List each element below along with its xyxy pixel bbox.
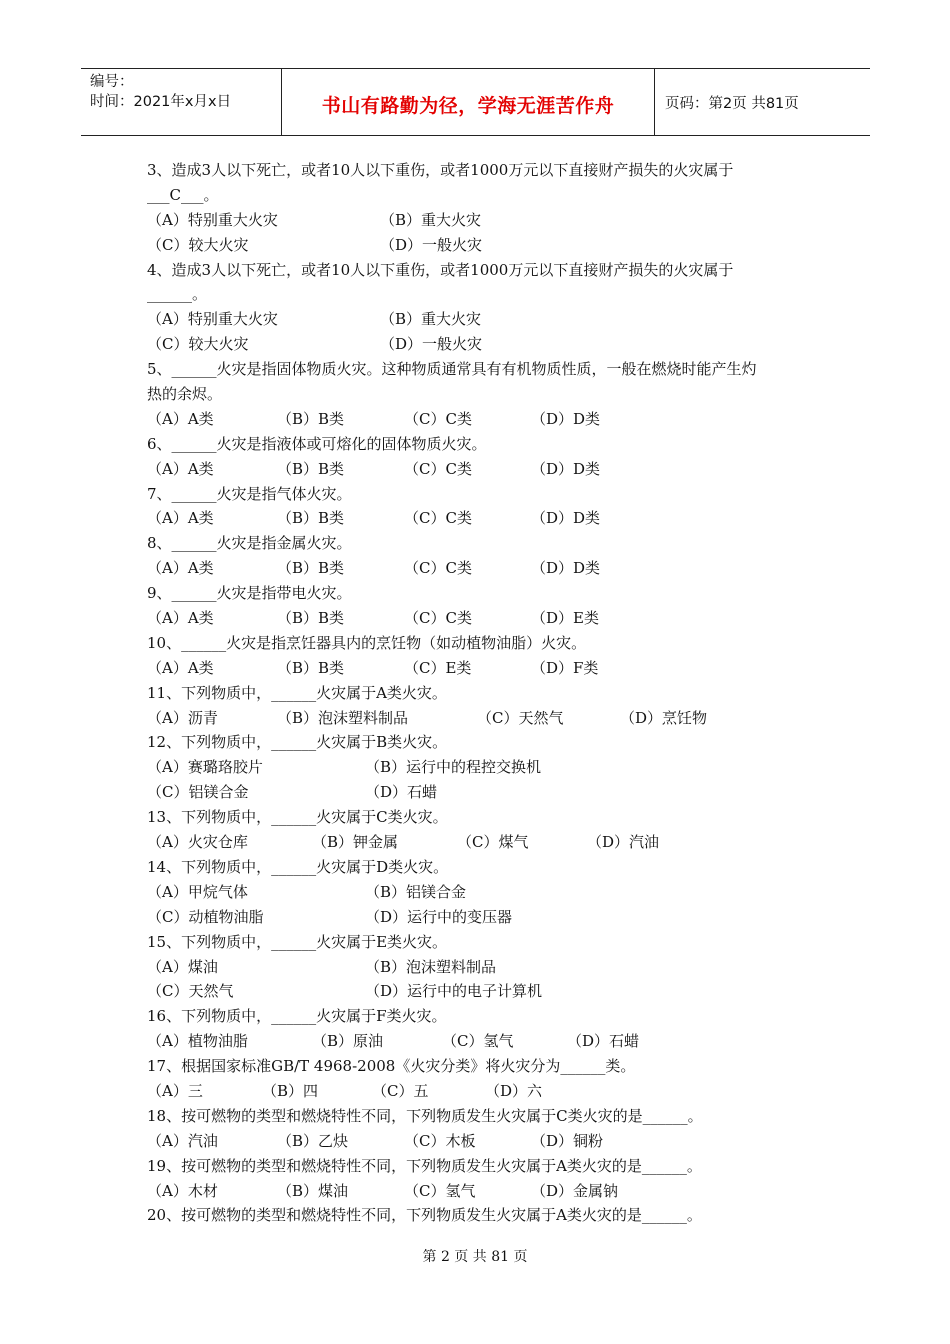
answer-option[interactable]: （A）三 [147, 1081, 203, 1100]
answer-option[interactable]: （B）泡沫塑料制品 [277, 708, 409, 727]
answer-option[interactable]: （A）A类 [147, 459, 214, 478]
question-text: 17、根据国家标准GB/T 4968-2008《火灾分类》将火灾分为______类。 [147, 1057, 636, 1076]
answer-option[interactable]: （A）A类 [147, 609, 214, 628]
answer-option[interactable]: （D）六 [485, 1081, 543, 1100]
answer-option[interactable]: （C）C类 [404, 609, 472, 628]
answer-option[interactable]: （D）烹饪物 [620, 708, 708, 727]
question-text: ___C___。 [147, 185, 219, 204]
question-text: 8、______火灾是指金属火灾。 [147, 534, 352, 553]
option-row [147, 880, 827, 905]
option-row [147, 830, 827, 855]
question-text: 11、下列物质中，______火灾属于A类火灾。 [147, 683, 447, 702]
answer-option[interactable]: （C）天然气 [477, 708, 564, 727]
answer-option[interactable]: （B）B类 [277, 559, 345, 578]
code-label: 编号： [90, 74, 134, 90]
question-text: ______。 [147, 285, 208, 304]
answer-option[interactable]: （D）E类 [531, 609, 599, 628]
answer-option[interactable]: （C）氢气 [442, 1032, 514, 1051]
answer-option[interactable]: （C）铝镁合金 [147, 783, 249, 802]
question-text: 16、下列物质中，______火灾属于F类火灾。 [147, 1007, 447, 1026]
option-row [147, 407, 827, 432]
option-row [147, 1129, 827, 1154]
question-text: 6、______火灾是指液体或可熔化的固体物质火灾。 [147, 434, 487, 453]
answer-option[interactable]: （C）C类 [404, 559, 472, 578]
question-text: 12、下列物质中，______火灾属于B类火灾。 [147, 733, 448, 752]
answer-option[interactable]: （B）四 [262, 1081, 319, 1100]
option-row [147, 556, 827, 581]
question-text: 3、造成3人以下死亡，或者10人以下重伤，或者1000万元以下直接财产损失的火灾属于 [147, 161, 734, 179]
header-page-info: 页码：第2页 共81页 [665, 95, 799, 112]
page-footer: 第 2 页 共 81 页 [422, 1249, 528, 1265]
question-text: 18、按可燃物的类型和燃烧特性不同，下列物质发生火灾属于C类火灾的是______。 [147, 1106, 703, 1125]
answer-option[interactable]: （C）动植物油脂 [147, 907, 264, 926]
answer-option[interactable]: （D）F类 [531, 658, 599, 677]
question-text: 4、造成3人以下死亡，或者10人以下重伤，或者1000万元以下直接财产损失的火灾属于 [147, 260, 734, 279]
answer-option[interactable]: （B）煤油 [277, 1181, 349, 1200]
option-row [147, 656, 827, 681]
answer-option[interactable]: （B）B类 [277, 609, 345, 628]
question-text: 5、______火灾是指固体物质火灾。这种物质通常具有有机物质性质，一般在燃烧时能产生灼 [147, 360, 757, 379]
answer-option[interactable]: （C）木板 [404, 1131, 476, 1150]
answer-option[interactable]: （C）E类 [404, 658, 472, 677]
option-row [147, 208, 827, 233]
answer-option[interactable]: （D）D类 [531, 559, 601, 578]
answer-option[interactable]: （A）甲烷气体 [147, 882, 248, 901]
question-text: 热的余烬。 [147, 385, 223, 404]
answer-option[interactable]: （A）特别重大火灾 [147, 210, 278, 229]
option-row [147, 1079, 827, 1104]
answer-option[interactable]: （B）钾金属 [312, 833, 399, 852]
answer-option[interactable]: （A）沥青 [147, 708, 218, 727]
answer-option[interactable]: （B）原油 [312, 1032, 384, 1051]
answer-option[interactable]: （D）D类 [531, 409, 601, 428]
answer-option[interactable]: （B）铝镁合金 [365, 882, 467, 901]
option-row [147, 307, 827, 332]
option-row [147, 955, 827, 980]
question-text: 9、______火灾是指带电火灾。 [147, 584, 352, 603]
answer-option[interactable]: （D）石蜡 [567, 1032, 640, 1051]
answer-option[interactable]: （A）煤油 [147, 957, 218, 976]
answer-option[interactable]: （D）汽油 [587, 833, 660, 852]
answer-option[interactable]: （D）一般火灾 [380, 235, 483, 254]
option-row [147, 706, 827, 731]
option-row [147, 332, 827, 357]
answer-option[interactable]: （C）五 [372, 1081, 429, 1100]
header-motto: 书山有路勤为径，学海无涯苦作舟 [282, 69, 655, 135]
answer-option[interactable]: （B）泡沫塑料制品 [365, 957, 497, 976]
page-header [81, 68, 870, 136]
answer-option[interactable]: （C）C类 [404, 459, 472, 478]
question-text: 20、按可燃物的类型和燃烧特性不同，下列物质发生火灾属于A类火灾的是______。 [147, 1206, 702, 1225]
answer-option[interactable]: （A）火灾仓库 [147, 833, 248, 852]
option-row [147, 979, 827, 1004]
option-row [147, 606, 827, 631]
answer-option[interactable]: （A）植物油脂 [147, 1032, 248, 1051]
answer-option[interactable]: （D）运行中的变压器 [365, 907, 513, 926]
answer-option[interactable]: （A）汽油 [147, 1131, 218, 1150]
answer-option[interactable]: （C）煤气 [457, 833, 529, 852]
answer-option[interactable]: （A）赛璐珞胶片 [147, 758, 263, 777]
answer-option[interactable]: （D）石蜡 [365, 783, 438, 802]
question-list [147, 158, 827, 1228]
question-text: 15、下列物质中，______火灾属于E类火灾。 [147, 932, 448, 951]
option-row [147, 233, 827, 258]
header-meta [81, 69, 282, 135]
option-row [147, 457, 827, 482]
answer-option[interactable]: （D）金属钠 [531, 1181, 619, 1200]
answer-option[interactable]: （B）B类 [277, 409, 345, 428]
answer-option[interactable]: （D）D类 [531, 459, 601, 478]
date-label: 时间：2021年x月x日 [90, 94, 232, 110]
answer-option[interactable]: （C）较大火灾 [147, 335, 249, 354]
answer-option[interactable]: （A）A类 [147, 409, 214, 428]
option-row [147, 1179, 827, 1204]
answer-option[interactable]: （B）B类 [277, 509, 345, 528]
answer-option[interactable]: （A）A类 [147, 559, 214, 578]
answer-option[interactable]: （D）铜粉 [531, 1131, 604, 1150]
answer-option[interactable]: （C）较大火灾 [147, 235, 249, 254]
option-row [147, 755, 827, 780]
question-text: 10、______火灾是指烹饪器具内的烹饪物（如动植物油脂）火灾。 [147, 633, 587, 652]
answer-option[interactable]: （D）运行中的电子计算机 [365, 982, 543, 1001]
question-text: 13、下列物质中，______火灾属于C类火灾。 [147, 808, 448, 827]
option-row [147, 1029, 827, 1054]
answer-option[interactable]: （B）重大火灾 [380, 310, 482, 329]
option-row [147, 905, 827, 930]
answer-option[interactable]: （B）乙炔 [277, 1131, 349, 1150]
answer-option[interactable]: （A）A类 [147, 509, 214, 528]
answer-option[interactable]: （D）D类 [531, 509, 601, 528]
option-row [147, 780, 827, 805]
answer-option[interactable]: （C）C类 [404, 409, 472, 428]
answer-option[interactable]: （A）特别重大火灾 [147, 310, 278, 329]
answer-option[interactable]: （C）氢气 [404, 1181, 476, 1200]
answer-option[interactable]: （B）重大火灾 [380, 210, 482, 229]
answer-option[interactable]: （A）A类 [147, 658, 214, 677]
question-text: 14、下列物质中，______火灾属于D类火灾。 [147, 857, 449, 876]
answer-option[interactable]: （A）木材 [147, 1181, 218, 1200]
question-text: 19、按可燃物的类型和燃烧特性不同，下列物质发生火灾属于A类火灾的是______。 [147, 1156, 702, 1175]
answer-option[interactable]: （C）天然气 [147, 982, 234, 1001]
question-text: 7、______火灾是指气体火灾。 [147, 484, 352, 503]
answer-option[interactable]: （B）B类 [277, 459, 345, 478]
answer-option[interactable]: （B）运行中的程控交换机 [365, 758, 542, 777]
option-row [147, 506, 827, 531]
answer-option[interactable]: （D）一般火灾 [380, 335, 483, 354]
answer-option[interactable]: （C）C类 [404, 509, 472, 528]
answer-option[interactable]: （B）B类 [277, 658, 345, 677]
